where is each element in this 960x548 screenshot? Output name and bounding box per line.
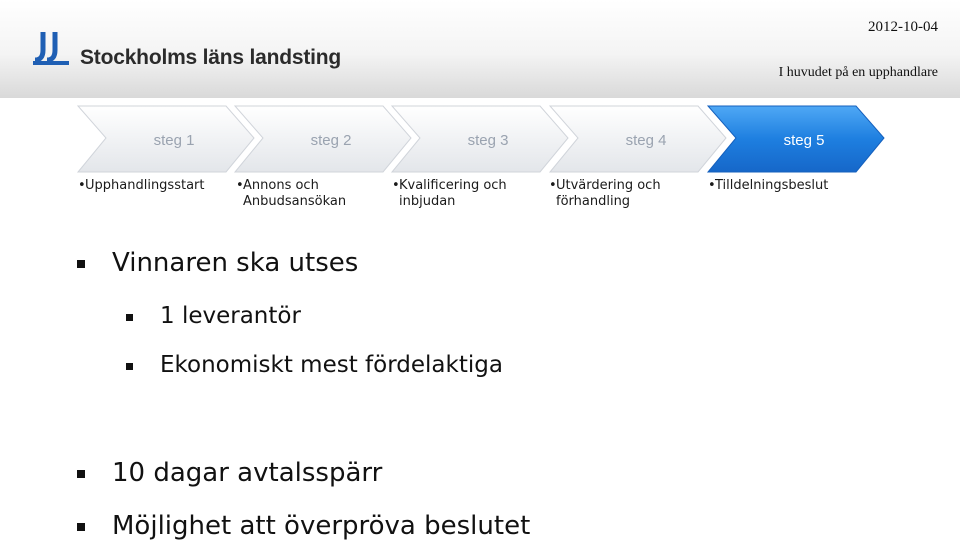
step-label: steg 3 <box>467 132 509 149</box>
bullet-dot-icon: • <box>236 178 244 193</box>
square-bullet-icon <box>77 470 85 478</box>
bullet-dot-icon: • <box>392 178 400 193</box>
step-description-4: • Utvärdering och förhandling <box>549 178 661 209</box>
bullet-point-1: Vinnaren ska utses <box>112 248 358 278</box>
landsting-logo-icon <box>33 30 73 66</box>
slide-subtitle: I huvudet på en upphandlare <box>778 65 938 80</box>
bullet-dot-icon: • <box>708 178 716 193</box>
step-description-3: • Kvalificering och inbjudan <box>392 178 507 209</box>
process-steps <box>0 102 960 182</box>
sub-bullet-1: 1 leverantör <box>160 303 301 329</box>
square-bullet-icon <box>77 523 85 531</box>
step-description-5: • Tilldelningsbeslut <box>708 178 829 193</box>
step-label: steg 4 <box>625 132 667 149</box>
bullet-dot-icon: • <box>78 178 86 193</box>
step-description-2: • Annons och Anbudsansökan <box>236 178 347 209</box>
bullet-dot-icon: • <box>549 178 557 193</box>
slide-date: 2012-10-04 <box>868 19 938 35</box>
sub-bullet-2: Ekonomiskt mest fördelaktiga <box>160 352 503 378</box>
bullet-point-3: Möjlighet att överpröva beslutet <box>112 511 530 541</box>
step-label: steg 1 <box>153 132 195 149</box>
square-bullet-icon <box>77 260 85 268</box>
organization-name: Stockholms läns landsting <box>80 46 342 69</box>
step-chevron-5-active <box>706 102 891 178</box>
square-bullet-icon <box>126 363 133 370</box>
step-description-1: • Upphandlingsstart <box>78 178 205 193</box>
step-label: steg 2 <box>310 132 352 149</box>
square-bullet-icon <box>126 314 133 321</box>
bullet-point-2: 10 dagar avtalsspärr <box>112 458 382 488</box>
step-label: steg 5 <box>783 132 825 149</box>
slide-header <box>0 0 960 98</box>
